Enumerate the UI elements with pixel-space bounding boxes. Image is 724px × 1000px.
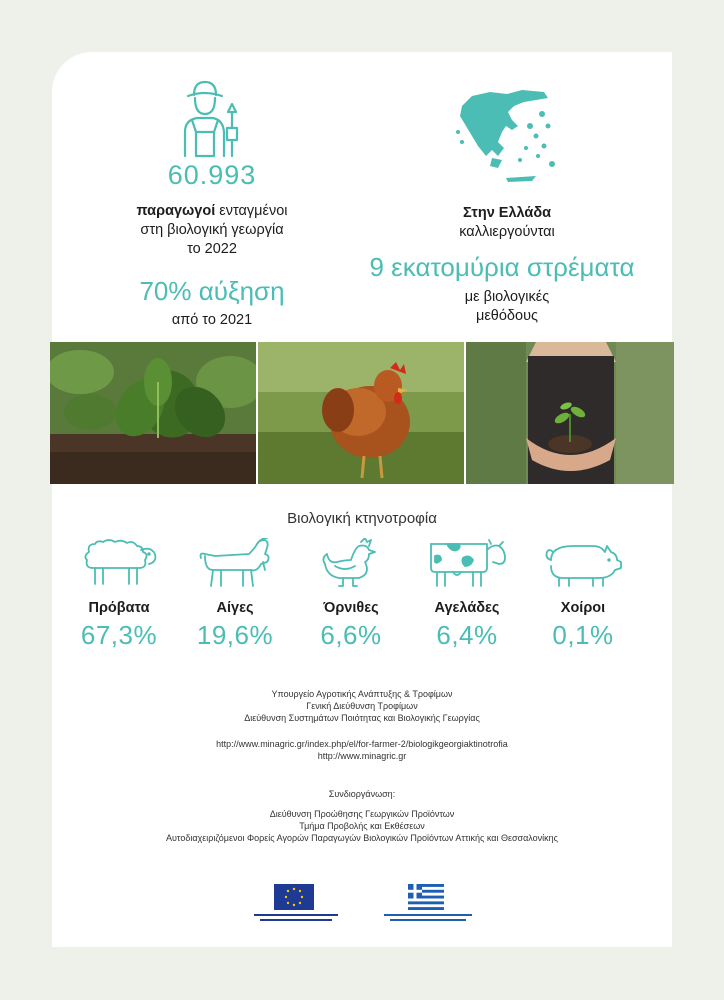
poster-card (52, 52, 672, 947)
animal-cow (412, 538, 522, 651)
directorate: Διεύθυνση Συστημάτων Ποιότητας και Βιολογικής Γεωργίας (244, 713, 480, 723)
animal-percent: 67,3% (80, 620, 158, 650)
greece-line2: καλλιεργούνται (459, 224, 555, 240)
hen-photo (258, 342, 464, 484)
animal-name: Αγελάδες (434, 600, 500, 616)
increase-since: από το 2021 (171, 312, 253, 328)
animal-name: Χοίροι (560, 600, 606, 616)
sheep-icon (79, 538, 159, 588)
greek-ministry-logo (380, 882, 476, 931)
url-ministry[interactable]: http://www.minagric.gr (317, 751, 407, 761)
eu-fund-logo (248, 882, 344, 931)
animal-pig (528, 538, 638, 651)
animal-percent: 6,4% (436, 620, 498, 650)
goat-icon (195, 538, 275, 588)
coorganization-label: Συνδιοργάνωση: (328, 789, 396, 799)
producers-description (92, 202, 332, 259)
livestock-title: Βιολογική κτηνοτροφία (287, 510, 437, 527)
greece-line1: Στην Ελλάδα (462, 205, 552, 221)
animal-name: Πρόβατα (88, 600, 150, 616)
animal-percent: 19,6% (196, 620, 274, 650)
coorganizer-3: Αυτοδιαχειριζόμενοι Φορείς Αγορών Παραγωγών Βιολογικών Προϊόντων Αττικής και Θεσσαλονίκης (165, 833, 559, 843)
pig-icon (543, 538, 623, 588)
coorganizer-2: Τμήμα Προβολής και Εκθέσεων (299, 821, 425, 831)
greece-map-icon (452, 86, 562, 186)
url-livestock[interactable]: http://www.minagric.gr/index.php/el/for-farmer-2/biologikgeorgiaktinotrofia (216, 739, 508, 749)
hen-icon (311, 538, 391, 588)
producers-line2: στη βιολογική γεωργία (140, 222, 284, 238)
animal-sheep (64, 538, 174, 651)
eu-flag-icon (248, 882, 344, 926)
producers-label-rest: ενταγμένοι (215, 203, 288, 219)
cow-icon (427, 538, 507, 588)
greek-flag-icon (380, 882, 476, 926)
hands-seedling-photo (466, 342, 674, 484)
acres-value: 9 εκατομύρια στρέματα (369, 252, 635, 282)
greece-methods (382, 288, 632, 326)
animal-percent: 0,1% (552, 620, 614, 650)
ministry-info (52, 688, 672, 724)
animal-hen (296, 538, 406, 651)
coorganizer-1: Διεύθυνση Προώθησης Γεωργικών Προϊόντων (269, 809, 455, 819)
greece-description (382, 204, 632, 242)
animal-percent: 6,6% (320, 620, 382, 650)
animal-name: Αίγες (216, 600, 254, 616)
producers-label-bold: παραγωγοί (136, 203, 216, 219)
animal-goat (180, 538, 290, 651)
directorate-general: Γενική Διεύθυνση Τροφίμων (306, 701, 418, 711)
greece-line3: με βιολογικές (464, 289, 550, 305)
animal-name: Όρνιθες (323, 600, 379, 616)
producers-count: 60.993 (167, 160, 257, 190)
farmer-icon (182, 80, 242, 158)
increase-value: 70% αύξηση (139, 276, 285, 306)
ministry-name: Υπουργείο Αγροτικής Ανάπτυξης & Τροφίμων (271, 689, 453, 699)
coorganizers (52, 808, 672, 844)
links (52, 738, 672, 762)
greece-line4: μεθόδους (475, 308, 538, 324)
producers-line3: το 2022 (187, 241, 237, 257)
spinach-photo (50, 342, 256, 484)
